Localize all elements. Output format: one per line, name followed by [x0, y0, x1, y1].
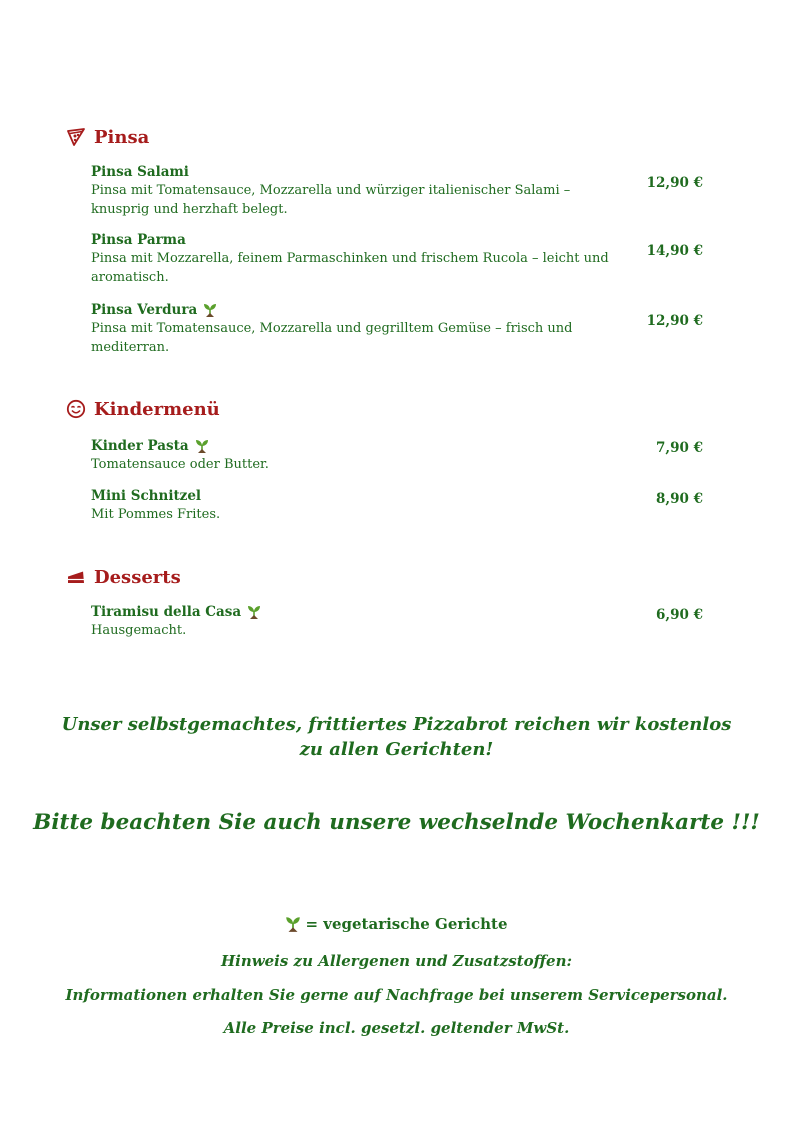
item-description: Tomatensauce oder Butter.	[91, 457, 269, 472]
menu-item	[91, 603, 703, 640]
item-price: 6,90 €	[656, 607, 703, 623]
item-description: Mit Pommes Frites.	[91, 507, 221, 522]
section-title-text: Desserts	[94, 566, 181, 588]
menu-item	[91, 437, 703, 474]
menu-item	[91, 163, 703, 219]
item-description: Pinsa mit Tomatensauce, Mozzarella und würziger italienischer Salami – knusprig und herzhaft belegt.	[91, 183, 571, 217]
allergen-title: Hinweis zu Allergenen und Zusatzstoffen:	[220, 952, 573, 970]
item-name: Tiramisu della Casa	[91, 604, 242, 620]
section-pinsa	[66, 125, 716, 355]
section-title-text: Kindermenü	[94, 398, 220, 420]
section-title	[66, 397, 716, 421]
seedling-icon	[203, 302, 217, 318]
section-title	[66, 565, 716, 589]
item-description: Hausgemacht.	[91, 623, 187, 638]
item-description: Pinsa mit Tomatensauce, Mozzarella und gegrilltem Gemüse – frisch und mediterran.	[91, 321, 573, 355]
section-title	[66, 125, 716, 149]
item-price: 7,90 €	[656, 440, 703, 456]
bread-note-line1: Unser selbstgemachtes, frittiertes Pizzabrot reichen wir kostenlos	[61, 714, 732, 735]
menu-item	[91, 301, 703, 357]
seedling-icon	[285, 915, 301, 933]
item-name: Pinsa Salami	[91, 164, 189, 180]
weekly-menu-note: Bitte beachten Sie auch unsere wechselnde Wochenkarte !!!	[33, 810, 760, 835]
item-name: Mini Schnitzel	[91, 488, 202, 504]
menu-item	[91, 487, 703, 524]
price-note: Alle Preise incl. gesetzl. geltender MwSt.	[223, 1019, 570, 1037]
item-price: 12,90 €	[646, 313, 703, 329]
veg-legend-text: = vegetarische Gerichte	[305, 915, 508, 933]
menu-item	[91, 231, 703, 287]
bread-note-line2: zu allen Gerichten!	[299, 739, 494, 760]
item-name: Pinsa Verdura	[91, 302, 198, 318]
item-price: 8,90 €	[656, 491, 703, 507]
item-name: Pinsa Parma	[91, 232, 186, 248]
section-title-text: Pinsa	[94, 126, 150, 148]
section-kindermenue	[66, 397, 716, 522]
item-price: 12,90 €	[646, 175, 703, 191]
smiley-face-icon	[66, 399, 86, 419]
seedling-icon	[247, 604, 261, 620]
item-description: Pinsa mit Mozzarella, feinem Parmaschinken und frischem Rucola – leicht und aromatisch.	[91, 251, 609, 285]
allergen-info: Informationen erhalten Sie gerne auf Nachfrage bei unserem Servicepersonal.	[65, 986, 728, 1004]
veg-legend	[0, 915, 793, 937]
seedling-icon	[195, 438, 209, 454]
item-name: Kinder Pasta	[91, 438, 189, 454]
section-desserts	[66, 565, 716, 638]
item-price: 14,90 €	[646, 243, 703, 259]
cake-slice-icon	[66, 567, 86, 587]
pizza-slice-icon	[66, 127, 86, 147]
bread-note	[0, 712, 793, 762]
